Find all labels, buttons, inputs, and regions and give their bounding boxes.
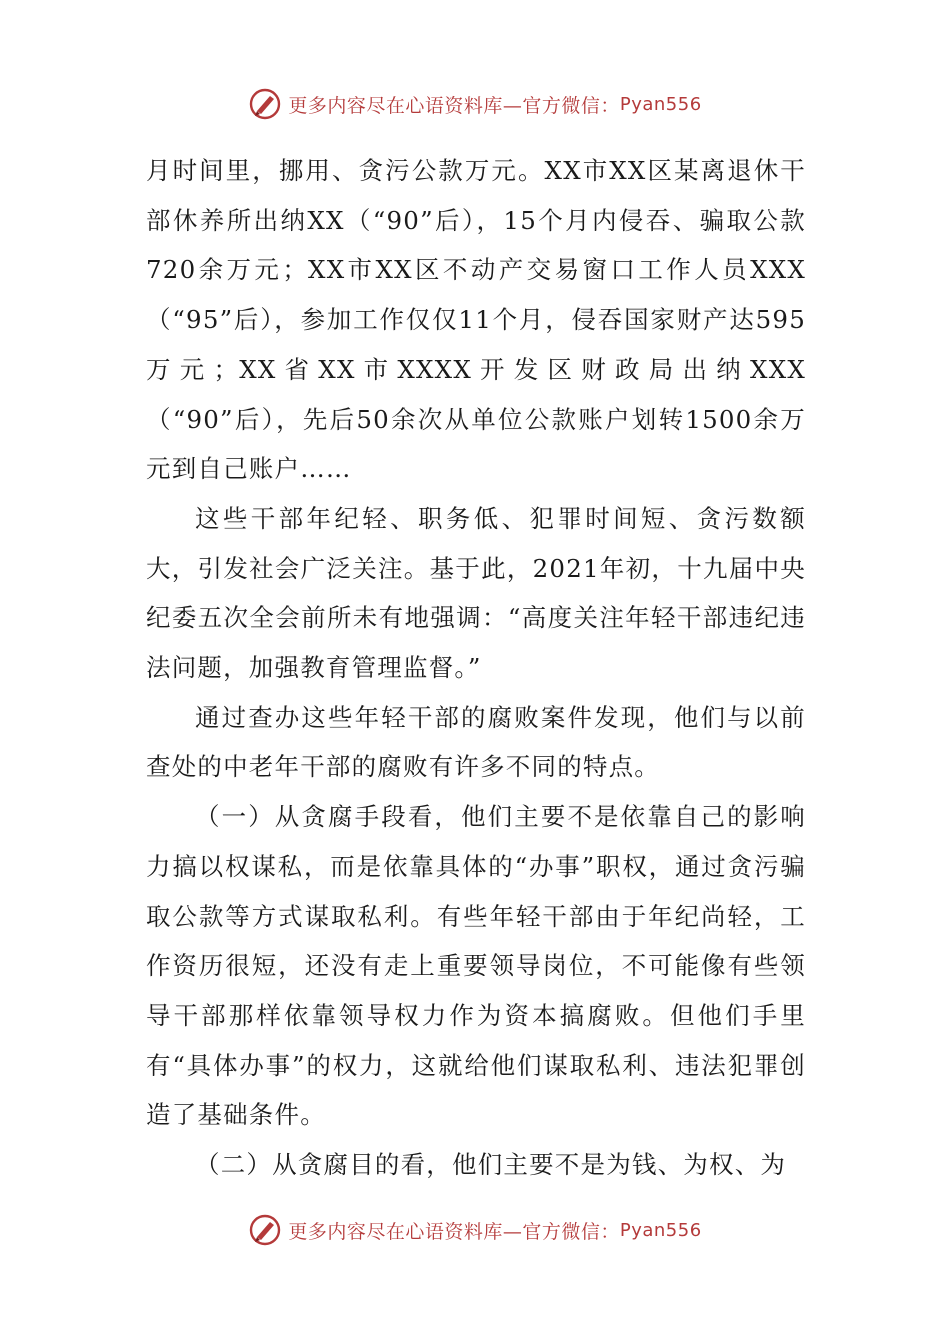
footer-banner	[0, 1210, 950, 1250]
footer-banner-account: Pyan556	[619, 1219, 702, 1241]
header-banner-text: 更多内容尽在心语资料库—	[288, 94, 523, 117]
document-body	[146, 146, 806, 1190]
header-banner-account: Pyan556	[619, 93, 702, 115]
paragraph: （二）从贪腐目的看，他们主要不是为钱、为权、为	[195, 1150, 787, 1180]
paragraph-continued: 月时间里，挪用、贪污公款万元。XX市XX区某离退休干部休养所出纳XX（“90”后），15个月内侵吞、骗取公款720余万元；XX市XX区不动产交易窗口工作人员XXX（“95”后），参加工作仅仅11个月，侵吞国家财产达595万元；XX省XX市XXXX开发区财政局出纳XXX（“90”后），先后50余次从单位公款账户划转1500余万元到自己账户……	[146, 156, 806, 484]
paragraph: （一）从贪腐手段看，他们主要不是依靠自己的影响力搞以权谋私，而是依靠具体的“办事”职权，通过贪污骗取公款等方式谋取私利。有些年轻干部由于年纪尚轻，工作资历很短，还没有走上重要领导岗位，不可能像有些领导干部那样依靠领导权力作为资本搞腐败。但他们手里有“具体办事”的权力，这就给他们谋取私利、违法犯罪创造了基础条件。	[146, 802, 806, 1130]
paragraph: 这些干部年纪轻、职务低、犯罪时间短、贪污数额大，引发社会广泛关注。基于此，2021年初，十九届中央纪委五次全会前所未有地强调：“高度关注年轻干部违纪违法问题，加强教育管理监督。”	[146, 503, 806, 683]
paragraph: 通过查办这些年轻干部的腐败案件发现，他们与以前查处的中老年干部的腐败有许多不同的特点。	[146, 702, 806, 782]
header-banner	[0, 84, 950, 124]
footer-banner-label: 官方微信：	[522, 1220, 620, 1243]
footer-banner-text: 更多内容尽在心语资料库—	[288, 1220, 523, 1243]
pen-logo-icon	[248, 1213, 282, 1247]
pen-logo-icon	[248, 87, 282, 121]
header-banner-label: 官方微信：	[522, 94, 620, 117]
